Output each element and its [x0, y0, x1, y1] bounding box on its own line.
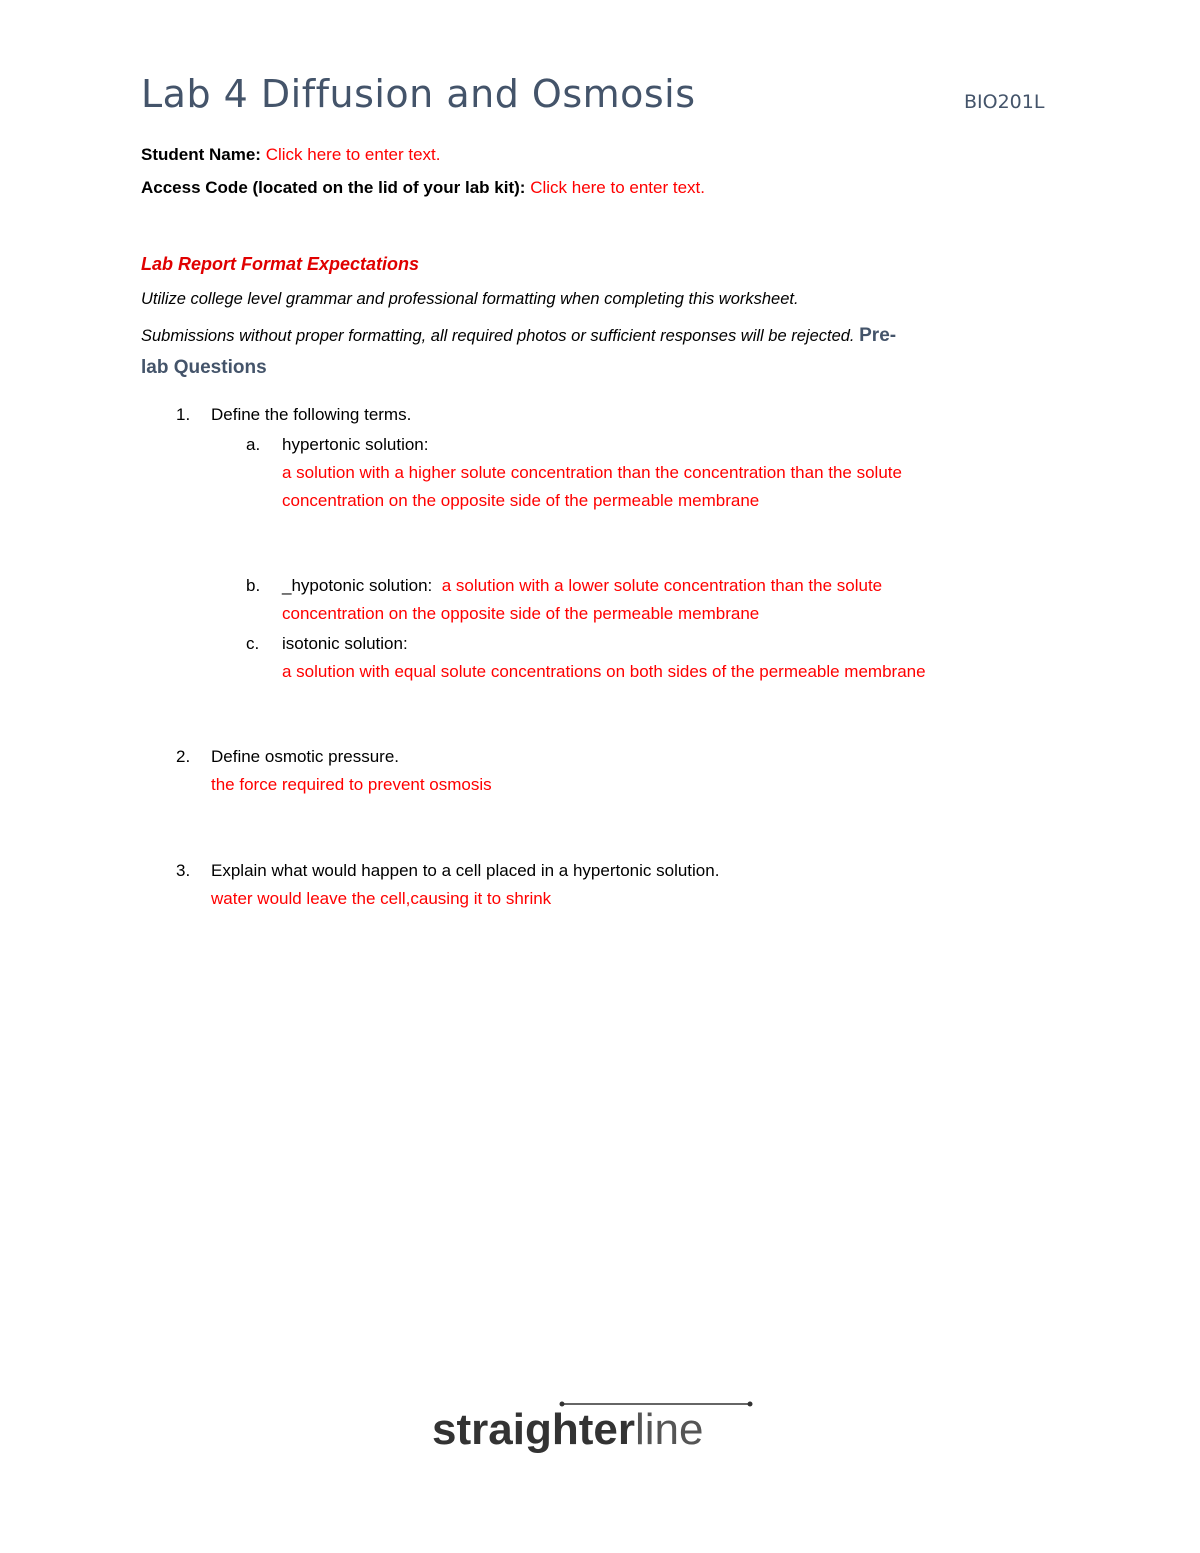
term-answer-row	[282, 576, 882, 596]
question-text: Explain what would happen to a cell placed in a hypertonic solution.	[211, 861, 720, 880]
question-number: 1.	[176, 405, 191, 424]
term-label: hypertonic solution:	[282, 435, 429, 454]
sub-item-letter: c.	[246, 634, 260, 653]
question-text: Define the following terms.	[211, 405, 412, 424]
expectations-heading: Lab Report Format Expectations	[141, 254, 420, 274]
term-label: _hypotonic solution:	[282, 576, 433, 595]
logo-word-bold: straighter	[432, 1405, 635, 1454]
course-code: BIO201L	[964, 91, 1045, 113]
question-number: 2.	[176, 747, 191, 766]
student-name-field[interactable]: Click here to enter text.	[265, 145, 441, 164]
logo-wordmark	[432, 1405, 703, 1454]
prelab-heading-start: Pre-	[859, 325, 897, 346]
sub-item-letter: a.	[246, 435, 261, 454]
logo-word-light: line	[634, 1405, 704, 1454]
answer-text[interactable]: concentration on the opposite side of the permeable membrane	[282, 491, 760, 510]
student-name-row	[141, 145, 441, 165]
answer-text[interactable]: the force required to prevent osmosis	[211, 775, 492, 794]
expectations-line	[141, 325, 896, 347]
access-code-row	[141, 178, 705, 198]
answer-text[interactable]: water would leave the cell,causing it to shrink	[211, 889, 552, 908]
expectations-line: Utilize college level grammar and professional formatting when completing this worksheet.	[141, 290, 799, 308]
expectations-line-text: Submissions without proper formatting, all required photos or sufficient responses will be rejected.	[141, 327, 855, 345]
answer-text[interactable]: a solution with a lower solute concentration than the solute	[441, 576, 883, 595]
access-code-field[interactable]: Click here to enter text.	[530, 178, 705, 197]
access-code-label: Access Code (located on the lid of your lab kit):	[141, 178, 526, 197]
document-title: Lab 4 Diffusion and Osmosis	[141, 72, 696, 116]
answer-text[interactable]: a solution with equal solute concentrations on both sides of the permeable membrane	[282, 662, 926, 681]
question-text: Define osmotic pressure.	[211, 747, 400, 766]
term-label: isotonic solution:	[282, 634, 408, 653]
answer-text[interactable]: a solution with a higher solute concentration than the concentration than the solute	[282, 463, 902, 482]
straighterline-logo	[432, 1400, 762, 1460]
sub-item-letter: b.	[246, 576, 261, 595]
prelab-heading-end: lab Questions	[141, 357, 267, 378]
answer-text[interactable]: concentration on the opposite side of the permeable membrane	[282, 604, 760, 623]
student-name-label: Student Name:	[141, 145, 261, 164]
logo-dot-right	[748, 1402, 753, 1407]
question-number: 3.	[176, 861, 191, 880]
